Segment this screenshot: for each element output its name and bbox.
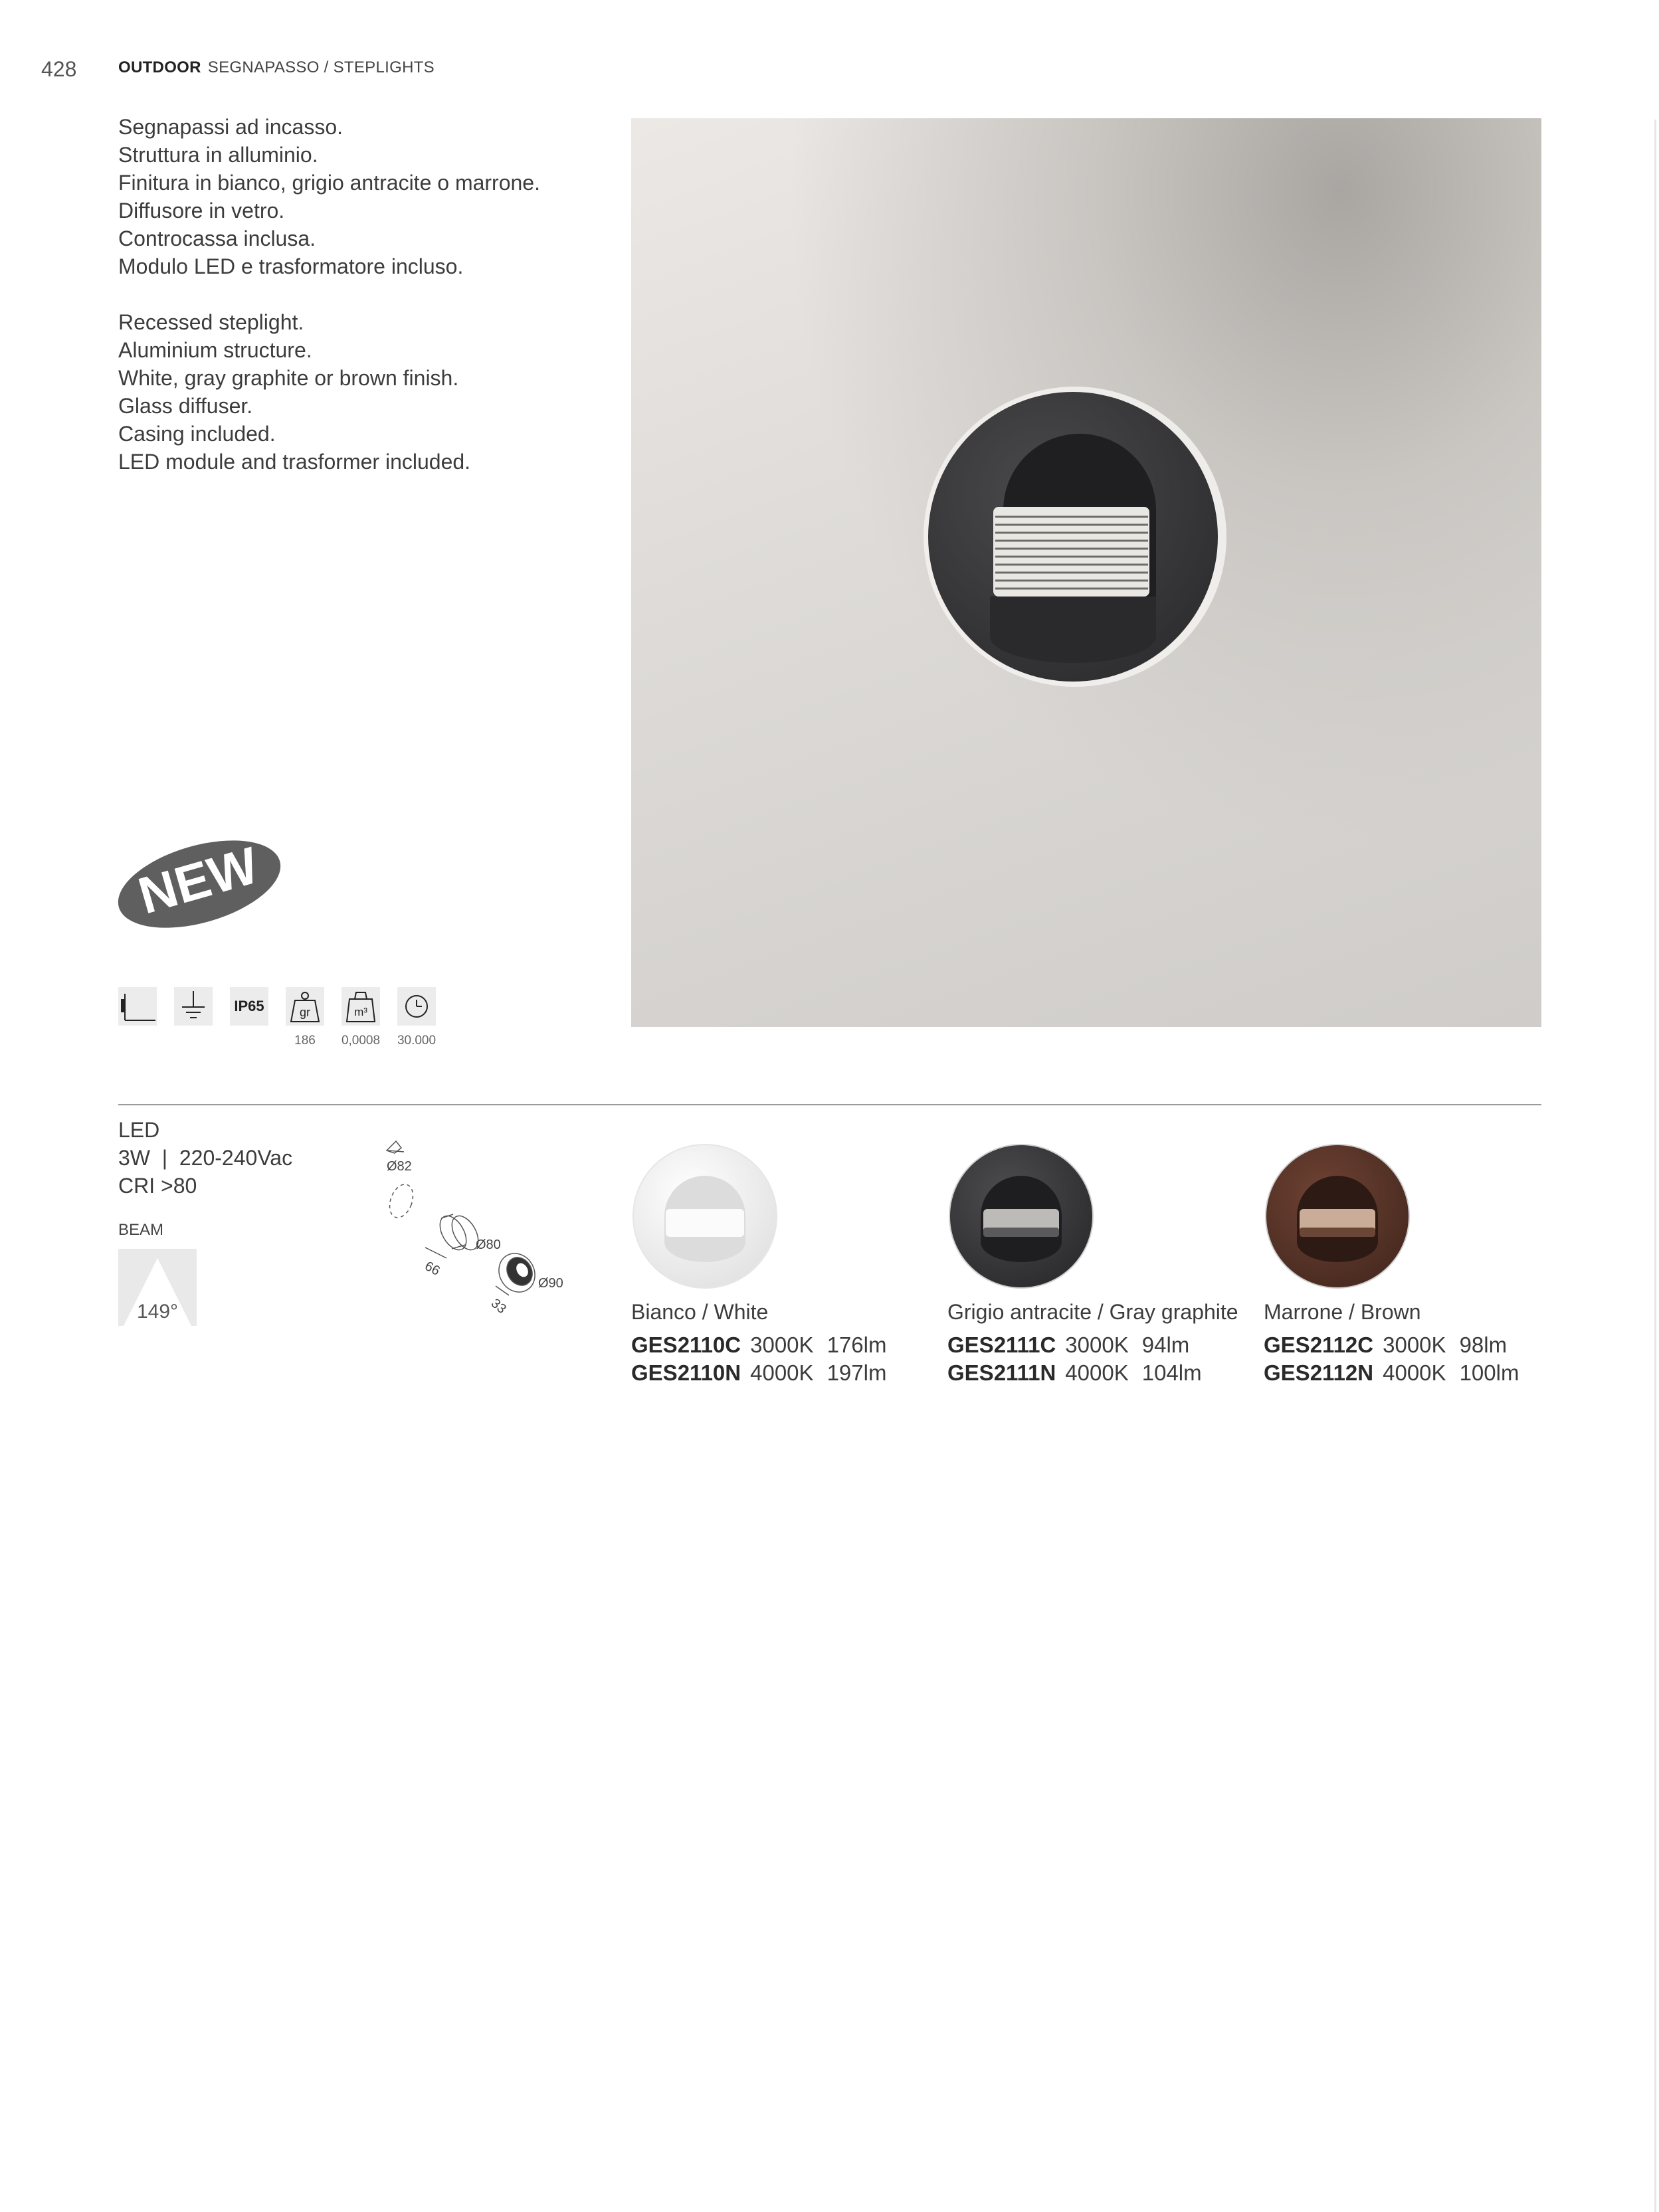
lumen: 104lm — [1141, 1360, 1202, 1385]
lumen: 98lm — [1459, 1333, 1508, 1357]
product-photo — [631, 118, 1541, 1027]
cutout-dim: Ø82 — [387, 1159, 412, 1174]
desc-it-line: Segnapassi ad incasso. — [118, 115, 343, 139]
recessed-mount-icon — [118, 987, 157, 1026]
weight-unit: gr — [299, 1006, 310, 1019]
page-number: 428 — [41, 57, 77, 81]
product-description — [118, 113, 540, 476]
beam-label: BEAM — [118, 1221, 164, 1239]
volume-value: 0,0008 — [341, 1034, 381, 1048]
variant-brown — [1264, 1143, 1532, 1387]
dimension-drawing — [372, 1136, 591, 1322]
product-code: GES2111N — [947, 1360, 1056, 1385]
section-category: OUTDOOR — [118, 58, 201, 76]
desc-it-line: Struttura in alluminio. — [118, 143, 318, 167]
casing-depth-dim: 66 — [422, 1258, 442, 1279]
desc-it-line: Finitura in bianco, grigio antracite o marrone. — [118, 171, 540, 195]
new-badge — [114, 838, 284, 930]
lumen: 176lm — [827, 1333, 887, 1357]
color-temp: 4000K — [1065, 1360, 1129, 1385]
ground-symbol-icon — [174, 987, 213, 1026]
desc-en-line: LED module and trasformer included. — [118, 450, 471, 474]
steplight-render — [631, 118, 1541, 1027]
variant-graphite — [947, 1143, 1238, 1387]
spec-cri: CRI >80 — [118, 1174, 197, 1198]
white-finish-swatch — [631, 1143, 779, 1290]
lamp-diameter-dim: Ø90 — [538, 1276, 563, 1291]
desc-it-line: Diffusore in vetro. — [118, 199, 285, 223]
ip-rating-icon — [230, 987, 268, 1026]
section-divider — [118, 1104, 1541, 1105]
desc-en-line: Aluminium structure. — [118, 338, 312, 362]
code-row — [1264, 1359, 1532, 1387]
casing-diameter-dim: Ø80 — [476, 1238, 501, 1252]
variant-name: Bianco / White — [631, 1300, 769, 1324]
desc-en-line: Glass diffuser. — [118, 394, 253, 418]
variant-name: Marrone / Brown — [1264, 1300, 1421, 1324]
section-title — [118, 58, 435, 77]
volume-icon — [342, 987, 380, 1026]
page-edge-rule — [1654, 120, 1656, 2212]
color-temp: 4000K — [1383, 1360, 1446, 1385]
section-subtitle: SEGNAPASSO / STEPLIGHTS — [207, 58, 435, 76]
product-code: GES2112C — [1264, 1333, 1374, 1357]
lamp-depth-dim: 33 — [488, 1295, 509, 1317]
weight-icon — [286, 987, 324, 1026]
variant-white — [631, 1143, 900, 1387]
color-temp: 4000K — [750, 1360, 814, 1385]
desc-en-line: Recessed steplight. — [118, 310, 304, 334]
lumen: 100lm — [1459, 1360, 1519, 1385]
code-row — [1264, 1331, 1532, 1359]
ip-rating-label: IP65 — [234, 998, 264, 1014]
variant-name: Grigio antracite / Gray graphite — [947, 1300, 1238, 1324]
spec-power: 3W | 220-240Vac — [118, 1146, 293, 1170]
weight-value: 186 — [294, 1034, 316, 1048]
variant-codes — [1264, 1331, 1532, 1387]
code-row — [631, 1331, 900, 1359]
spec-source: LED — [118, 1118, 160, 1142]
beam-angle-value: 149° — [136, 1301, 179, 1323]
code-row — [631, 1359, 900, 1387]
desc-it-line: Controcassa inclusa. — [118, 227, 316, 250]
code-row — [947, 1359, 1238, 1387]
product-code: GES2111C — [947, 1333, 1056, 1357]
desc-en-line: Casing included. — [118, 422, 276, 446]
lifetime-value: 30.000 — [397, 1034, 437, 1048]
variant-codes — [631, 1331, 900, 1387]
color-temp: 3000K — [1383, 1333, 1446, 1357]
product-code: GES2112N — [1264, 1360, 1374, 1385]
product-code: GES2110N — [631, 1360, 741, 1385]
color-temp: 3000K — [750, 1333, 814, 1357]
new-badge-text: NEW — [132, 838, 264, 925]
code-row — [947, 1331, 1238, 1359]
lumen: 197lm — [827, 1360, 887, 1385]
variant-codes — [947, 1331, 1238, 1387]
lumen: 94lm — [1141, 1333, 1190, 1357]
brown-finish-swatch — [1264, 1143, 1411, 1290]
electrical-specs — [118, 1116, 292, 1200]
desc-en-line: White, gray graphite or brown finish. — [118, 366, 459, 390]
desc-it-line: Modulo LED e trasformatore incluso. — [118, 254, 464, 278]
graphite-finish-swatch — [947, 1143, 1095, 1290]
volume-unit: m³ — [354, 1006, 367, 1018]
lifetime-clock-icon — [397, 987, 436, 1026]
color-temp: 3000K — [1065, 1333, 1129, 1357]
product-code: GES2110C — [631, 1333, 741, 1357]
